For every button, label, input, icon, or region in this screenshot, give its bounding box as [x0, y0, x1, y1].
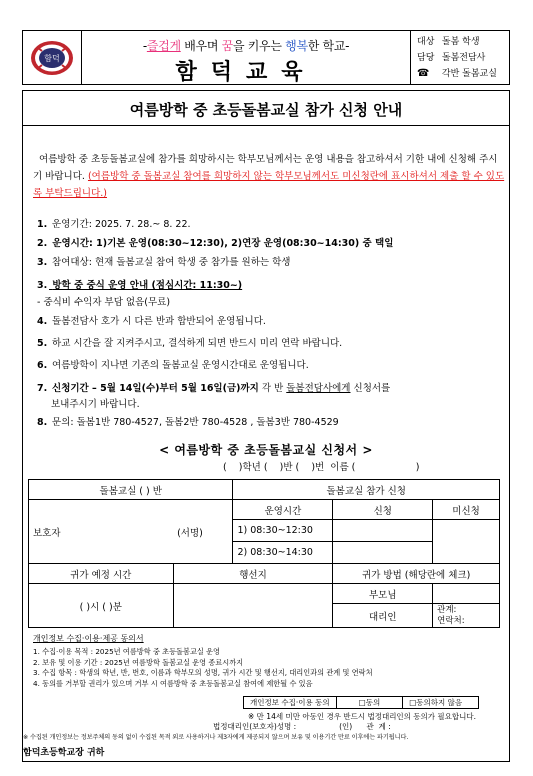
- parent-option[interactable]: 부모님: [333, 584, 433, 604]
- legal-guardian-line[interactable]: 법정대리인(보호자)성명 : (인) 관 계 :: [213, 722, 391, 731]
- col-not-apply: 미신청: [433, 500, 500, 520]
- page-header: [22, 30, 510, 85]
- meta-target: 대상 돌봄 학생: [417, 37, 480, 47]
- privacy-terms: [33, 647, 503, 689]
- proxy-contact-label: 연락처:: [437, 615, 465, 626]
- principal-addressee: 함덕초등학교장 귀하: [23, 748, 105, 758]
- return-method-header: 귀가 방법 (해당란에 체크): [333, 564, 500, 584]
- school-logo-box: [22, 30, 82, 85]
- guardian-label: 보호자: [29, 500, 174, 564]
- option-extended-apply-cell[interactable]: [333, 542, 433, 564]
- not-apply-cell[interactable]: [433, 520, 500, 564]
- item-deadline: 7. 신청기간 – 5월 14일(수)부터 5월 16일(금)까지 각 반 돌봄전담사에게 신청서를: [37, 383, 391, 394]
- agree-checkbox[interactable]: □동의: [336, 697, 403, 709]
- consent-table: [243, 696, 479, 709]
- newsletter-title: 함덕교육: [175, 59, 317, 85]
- option-extended: 2) 08:30~14:30: [233, 542, 333, 564]
- destination-field[interactable]: [173, 584, 333, 628]
- option-basic-apply-cell[interactable]: [333, 520, 433, 542]
- col-apply: 신청: [333, 500, 433, 520]
- proxy-details-cell[interactable]: [433, 604, 500, 628]
- destination-header: 행선지: [173, 564, 333, 584]
- school-emblem-icon: [29, 38, 75, 78]
- item-merge: 4. 돌봄전담사 호가 시 다른 반과 합반되어 운영됩니다.: [37, 316, 266, 327]
- home-time-field[interactable]: ( )시 ( )분: [29, 584, 174, 628]
- notice-title: 여름방학 중 초등돌봄교실 참가 신청 안내: [129, 101, 403, 119]
- privacy-disclaimer: ※ 수집된 개인정보는 정보주체의 동의 없이 수집된 목적 외로 사용하거나 제3자에게 제공되지 않으며 보유 및 이용기간 만료 이후에는 파기됩니다.: [23, 734, 409, 741]
- title-box: [82, 30, 410, 85]
- privacy-consent-title: 개인정보 수집·이용·제공 동의서: [33, 634, 144, 643]
- item-after: 6. 여름방학이 지나면 기존의 돌봄교실 운영시간대로 운영됩니다.: [37, 360, 309, 371]
- consent-label: 개인정보 수집·이용 동의: [244, 697, 337, 709]
- meta-owner: 담당 돌봄전담사: [417, 53, 486, 63]
- item-lunch-fee: - 중식비 수익자 부담 없음(무료): [37, 297, 171, 308]
- meta-phone: ☎ 각반 돌봄교실: [417, 66, 509, 82]
- privacy-line: 3. 수집 항목 : 학생의 학년, 반, 번호, 이름과 학부모의 성명, 귀가 시간 및 행선지, 대리인과의 관계 및 연락처: [33, 668, 373, 677]
- privacy-line: 4. 동의를 거부할 권리가 있으며 거부 시 여름방학 중 초등돌봄교실 참여에 제한될 수 있음: [33, 678, 313, 688]
- item-lunch: 3. 방학 중 중식 운영 안내 (점심시간: 11:30~): [37, 280, 243, 291]
- phone-icon: ☎: [417, 68, 430, 79]
- proxy-option[interactable]: 대리인: [333, 604, 433, 628]
- meta-info-box: [410, 30, 510, 85]
- svg-text:함덕: 함덕: [44, 53, 60, 63]
- proxy-relation-label: 관계:: [437, 604, 457, 615]
- notice-document: [22, 90, 510, 762]
- class-number-field[interactable]: 돌봄교실 ( ) 반: [29, 480, 233, 500]
- disagree-checkbox[interactable]: □동의하지 않음: [403, 697, 479, 709]
- title-divider: [23, 125, 509, 126]
- item-period: 1. 운영기간: 2025. 7. 28.~ 8. 22.: [37, 219, 191, 230]
- apply-header: 돌봄교실 참가 신청: [233, 480, 500, 500]
- minor-consent-note: ※ 만 14세 미만 아동인 경우 반드시 법정대리인의 동의가 필요합니다.: [248, 712, 477, 721]
- privacy-line: 1. 수집·이용 목적 : 2025년 여름방학 중 초등돌봄교실 운영: [33, 647, 220, 656]
- item-attendance: 5. 하교 시간을 잘 지켜주시고, 결석하게 되면 반드시 미리 연락 바랍니다.: [37, 338, 343, 349]
- col-operating-hours: 운영시간: [233, 500, 333, 520]
- parent-check-cell[interactable]: [433, 584, 500, 604]
- item-contact: 8. 문의: 돌봄1반 780-4527, 돌봄2반 780-4528 , 돌봄3반 780-4529: [37, 417, 339, 428]
- form-title: < 여름방학 중 초등돌봄교실 신청서 >: [159, 443, 373, 457]
- intro-warning: (여름방학 중 돌봄교실 참여를 희망하지 않는 학부모님께서도 미신청란에 표시하셔서 제출 할 수 있도록 부탁드립니다.): [33, 171, 505, 199]
- item-target: 3. 참여대상: 현재 돌봄교실 참여 학생 중 참가를 원하는 학생: [37, 257, 291, 268]
- school-slogan: -즐겁게 배우며 꿈을 키우는 행복한 학교-: [142, 39, 350, 53]
- application-form-table: [28, 479, 500, 628]
- home-time-header: 귀가 예정 시간: [29, 564, 174, 584]
- guardian-signature-field[interactable]: (서명): [173, 500, 233, 564]
- student-info-line[interactable]: ( )학년 ( )반 ( )번 이름 ( ): [223, 462, 420, 473]
- intro-paragraph: 여름방학 중 초등돌봄교실에 참가를 희망하시는 학부모님께서는 운영 내용을 참고하셔서 기한 내에 신청해 주시기 바랍니다. (여름방학 중 돌봄교실 참여를 희망하지 않는 학부모님께서도 미신청란에 표시하셔서 제출 할 수 있도록 부탁드립니다.): [33, 154, 505, 199]
- item-hours: 2. 운영시간: 1)기본 운영(08:30~12:30), 2)연장 운영(08:30~14:30) 중 택일: [37, 238, 394, 249]
- privacy-line: 2. 보유 및 이용 기간 : 2025년 여름방학 돌봄교실 운영 종료시까지: [33, 657, 244, 667]
- option-basic: 1) 08:30~12:30: [233, 520, 333, 542]
- item-deadline-cont: 보내주시기 바랍니다.: [51, 399, 140, 410]
